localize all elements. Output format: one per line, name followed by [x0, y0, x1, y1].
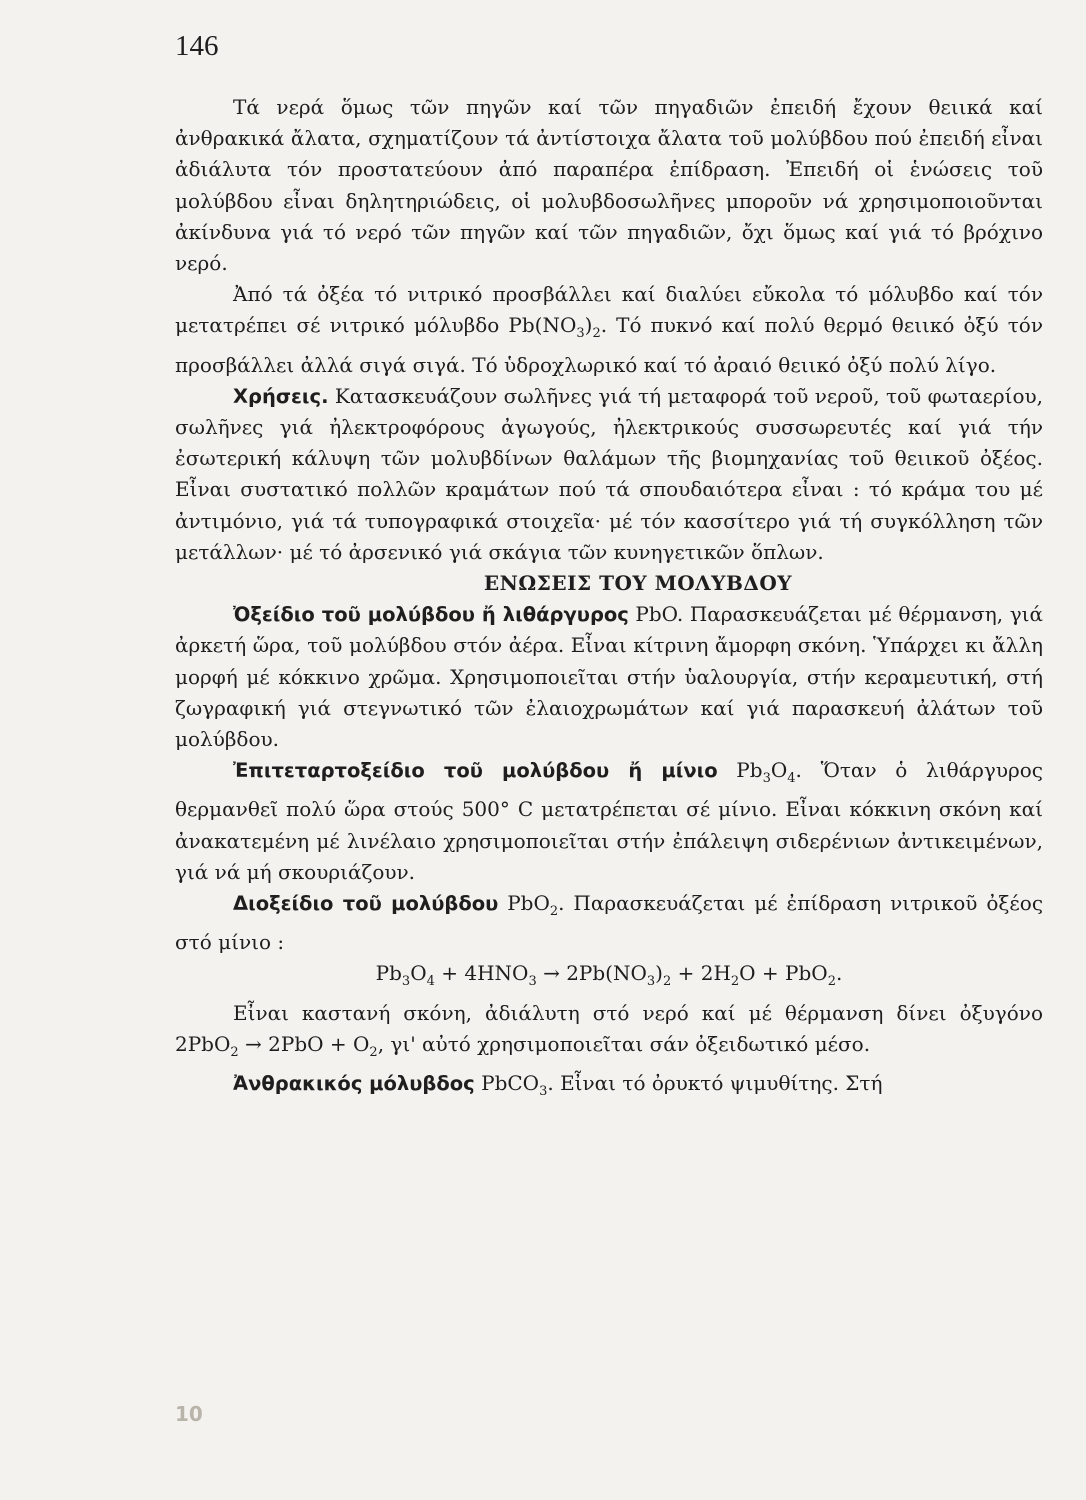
text-run: ): [584, 313, 593, 338]
formula-run: O: [770, 758, 788, 783]
subscript: 2: [662, 974, 672, 990]
subscript: 3: [576, 326, 585, 342]
term-lead-carbonate: Ἀνθρακικός μόλυβδος: [233, 1072, 475, 1096]
text-run: PbO. Παρασκευάζεται μέ θέρμανση, γιά ἀρκετή ὥρα, τοῦ μολύβδου στόν ἀέρα. Εἶναι κίτρινη ἄμορφη σκόνη. Ὑπάρχει κι ἄλλη μορφή μέ κόκκινο χρῶμα. Χρησιμοποιεῖται στήν ὑαλουργία, στήν κεραμευτική, στή ζωγραφική γιά στεγνωτικό τῶν ἐλαιοχρωμάτων καί γιά παρασκευή ἀλάτων τοῦ μολύβδου.: [175, 602, 1043, 752]
text-run: . Τό πυκνό καί πολύ θερμό θειικό ὀξύ τόν προσβάλλει ἀλλά σιγά σιγά. Τό ὑδροχλωρικό καί τό ἀραιό θειικό ὀξύ πολύ λίγο.: [175, 313, 1043, 377]
eq-run: .: [835, 961, 843, 986]
paragraph-lead-oxide: [175, 599, 1043, 755]
body-text: [175, 92, 1043, 1107]
paragraph-dioxide-properties: [175, 998, 1043, 1068]
term-uses: Χρήσεις.: [233, 384, 329, 408]
chemical-equation: [175, 958, 1043, 997]
text-run: Εἶναι καστανή σκόνη, ἀδιάλυτη στό νερό καί μέ θέρμανση δίνει ὀξυγόνο 2PbO: [175, 1000, 1043, 1056]
subscript: 2: [827, 974, 836, 990]
eq-run: O: [410, 961, 427, 986]
paragraph-minium: [175, 755, 1043, 888]
paragraph-lead-carbonate: [175, 1068, 1043, 1107]
signature-mark: 10: [175, 1402, 203, 1426]
text-run: → 2PbO + O: [238, 1031, 370, 1056]
subscript: 4: [787, 771, 796, 787]
paragraph-uses: [175, 381, 1043, 568]
subscript: 2: [230, 1044, 239, 1060]
subscript: 3: [762, 771, 771, 787]
text-run: . Παρασκευάζεται μέ ἐπίδραση νιτρικοῦ ὀξέος στό μίνιο :: [175, 891, 1044, 955]
eq-run: + 2H: [671, 961, 731, 986]
eq-run: → 2Pb(NO: [536, 961, 647, 986]
text-run: Ἀπό τά ὀξέα τό νιτρικό προσβάλλει καί διαλύει εὔκολα τό μόλυβδο καί τόν μετατρέπει σέ νιτρικό μόλυβδο Pb(NO: [175, 282, 1043, 338]
text-run: Κατασκευάζουν σωλῆνες γιά τή μεταφορά τοῦ νεροῦ, τοῦ φωταερίου, σωλῆνες γιά ἠλεκτροφόρους ἀγωγούς, ἠλεκτρικούς συσσωρευτές καί γιά τήν ἐσωτερική κάλυψη τῶν μολυβδίνων θαλάμων τῆς βιομηχανίας τοῦ θειικοῦ ὀξέος. Εἶναι συστατικό πολλῶν κραμάτων πού τά σπουδαιότερα εἶναι : τό κράμα του μέ ἀντιμόνιο, γιά τά τυπογραφικά στοιχεῖα· μέ τόν κασσίτερο γιά τή συγκόλληση τῶν μετάλλων· μέ τό ἀρσενικό γιά σκάγια τῶν κυνηγετικῶν ὅπλων.: [175, 383, 1043, 564]
formula-run: PbCO: [474, 1071, 540, 1096]
eq-run: Pb: [375, 961, 402, 986]
subscript: 2: [730, 974, 740, 990]
formula-run: PbO: [498, 891, 550, 916]
eq-run: + 4HNO: [434, 961, 529, 986]
eq-run: ): [655, 961, 663, 986]
term-lead-oxide: Ὀξείδιο τοῦ μολύβδου ἤ λιθάργυρος: [233, 603, 629, 627]
section-heading: ΕΝΩΣΕΙΣ ΤΟΥ ΜΟΛΥΒΔΟΥ: [483, 571, 793, 596]
paragraph-lead-dioxide: [175, 888, 1043, 958]
subscript: 3: [401, 974, 411, 990]
formula-run: Pb: [717, 758, 763, 783]
term-minium: Ἐπιτεταρτοξείδιο τοῦ μολύβδου ἤ μίνιο: [233, 759, 718, 783]
paragraph-water-sources: Τά νερά ὅμως τῶν πηγῶν καί τῶν πηγαδιῶν ἐπειδή ἔχουν θειικά καί ἀνθρακικά ἄλατα, σχηματίζουν τά ἀντίστοιχα ἄλατα τοῦ μολύβδου πού ἐπειδή εἶναι ἀδιάλυτα τόν προστατεύουν ἀπό παραπέρα ἐπίδραση. Ἐπειδή οἱ ἑνώσεις τοῦ μολύβδου εἶναι δηλητηριώδεις, οἱ μολυβδοσωλῆνες μποροῦν νά χρησιμοποιοῦνται ἀκίνδυνα γιά τό νερό τῶν πηγῶν καί τῶν πηγαδιῶν, ὄχι ὅμως καί γιά τό βρόχινο νερό.: [175, 95, 1043, 276]
subscript: 2: [369, 1044, 378, 1060]
paragraph-acids: [175, 279, 1043, 381]
subscript: 3: [646, 974, 656, 990]
text-run: , γι' αὐτό χρησιμοποιεῖται σάν ὀξειδωτικό μέσο.: [377, 1031, 871, 1056]
subscript: 2: [592, 326, 601, 342]
eq-run: O + PbO: [739, 961, 828, 986]
subscript: 3: [539, 1084, 548, 1100]
term-lead-dioxide: Διοξείδιο τοῦ μολύβδου: [233, 892, 499, 916]
subscript: 3: [528, 974, 537, 990]
subscript: 2: [549, 904, 559, 920]
text-run: . Ὅταν ὁ λιθάργυρος θερμανθεῖ πολύ ὥρα στούς 500° C μετατρέπεται σέ μίνιο. Εἶναι κόκκινη σκόνη καί ἀνακατεμένη μέ λινέλαιο χρησιμοποιεῖται στήν ἐπάλειψη σιδερένιων ἀντικειμένων, γιά νά μή σκουριάζουν.: [175, 758, 1043, 884]
page-number: 146: [175, 30, 219, 62]
text-run: . Εἶναι τό ὀρυκτό ψιμυθίτης. Στή: [547, 1071, 883, 1096]
subscript: 4: [426, 974, 435, 990]
